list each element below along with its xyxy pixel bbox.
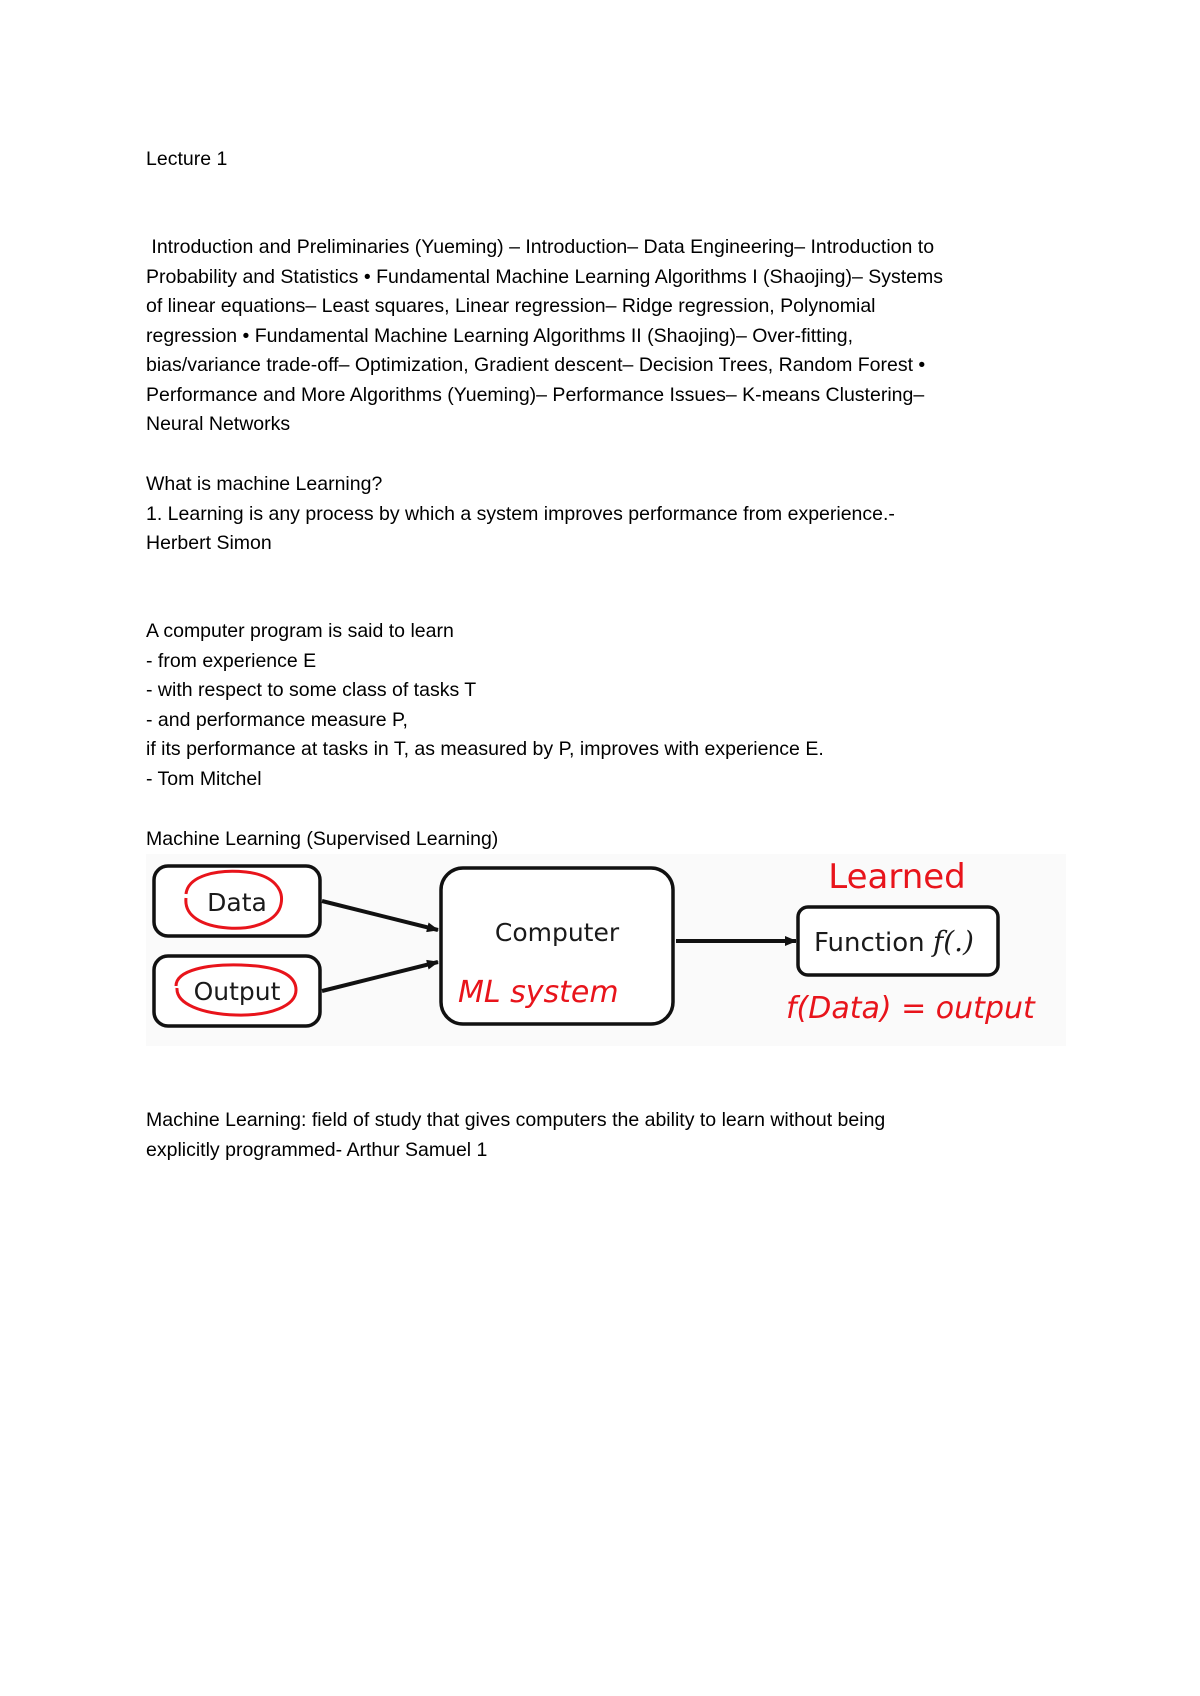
definition-line: - with respect to some class of tasks T: [146, 679, 477, 701]
lecture-title-text: Lecture 1: [146, 148, 228, 170]
definition-line: - from experience E: [146, 649, 317, 672]
equation-annotation: f(Data) = output: [786, 991, 1035, 1026]
outline-line: Introduction and Preliminaries (Yueming) – Introduction– Data Engineering– Introduction to: [146, 236, 935, 258]
definition-line: if its performance at tasks in T, as measured by P, improves with experience E.: [146, 738, 824, 760]
function-box: [798, 907, 998, 975]
question-heading: What is machine Learning?: [146, 473, 383, 495]
computer-label: Computer: [494, 918, 620, 947]
lecture-title: [146, 145, 1076, 175]
mitchell-definition-paragraph: [146, 617, 1076, 794]
course-outline-paragraph: [146, 233, 1076, 440]
outline-line: of linear equations– Least squares, Linear regression– Ridge regression, Polynomial: [146, 295, 876, 317]
definition-line: - and performance measure P,: [146, 708, 408, 731]
function-symbol: f(.): [932, 925, 974, 958]
outline-line: Neural Networks: [146, 413, 291, 435]
outline-line: Probability and Statistics • Fundamental Machine Learning Algorithms I (Shaojing)– Systems: [146, 265, 943, 288]
supervised-learning-diagram: [146, 854, 1066, 1046]
definition-line: 1. Learning is any process by which a system improves performance from experience.-: [146, 502, 895, 525]
data-arrow: [322, 901, 438, 930]
output-box: [154, 956, 320, 1026]
outline-line: Performance and More Algorithms (Yueming)– Performance Issues– K-means Clustering–: [146, 383, 925, 406]
function-label-group: [814, 925, 974, 958]
data-label: Data: [207, 888, 267, 917]
definition-line: A computer program is said to learn: [146, 620, 454, 642]
definition-line: explicitly programmed- Arthur Samuel 1: [146, 1138, 488, 1161]
function-label: Function: [814, 928, 933, 958]
computer-box: [441, 868, 673, 1024]
simon-definition-paragraph: [146, 470, 1076, 559]
data-box: [154, 866, 320, 936]
definition-line: - Tom Mitchel: [146, 767, 262, 790]
diagram-heading-text: Machine Learning (Supervised Learning): [146, 828, 499, 850]
samuel-definition-paragraph: [146, 1106, 1076, 1165]
outline-line: regression • Fundamental Machine Learning Algorithms II (Shaojing)– Over-fitting,: [146, 324, 854, 347]
definition-line: Machine Learning: field of study that gives computers the ability to learn without being: [146, 1109, 886, 1131]
learned-annotation: Learned: [828, 857, 966, 897]
output-arrow: [322, 962, 438, 991]
outline-line: bias/variance trade-off– Optimization, Gradient descent– Decision Trees, Random Forest •: [146, 354, 926, 376]
output-label: Output: [193, 977, 281, 1006]
diagram-heading: [146, 825, 1076, 855]
ml-system-annotation: ML system: [458, 975, 619, 1010]
definition-line: Herbert Simon: [146, 532, 272, 554]
